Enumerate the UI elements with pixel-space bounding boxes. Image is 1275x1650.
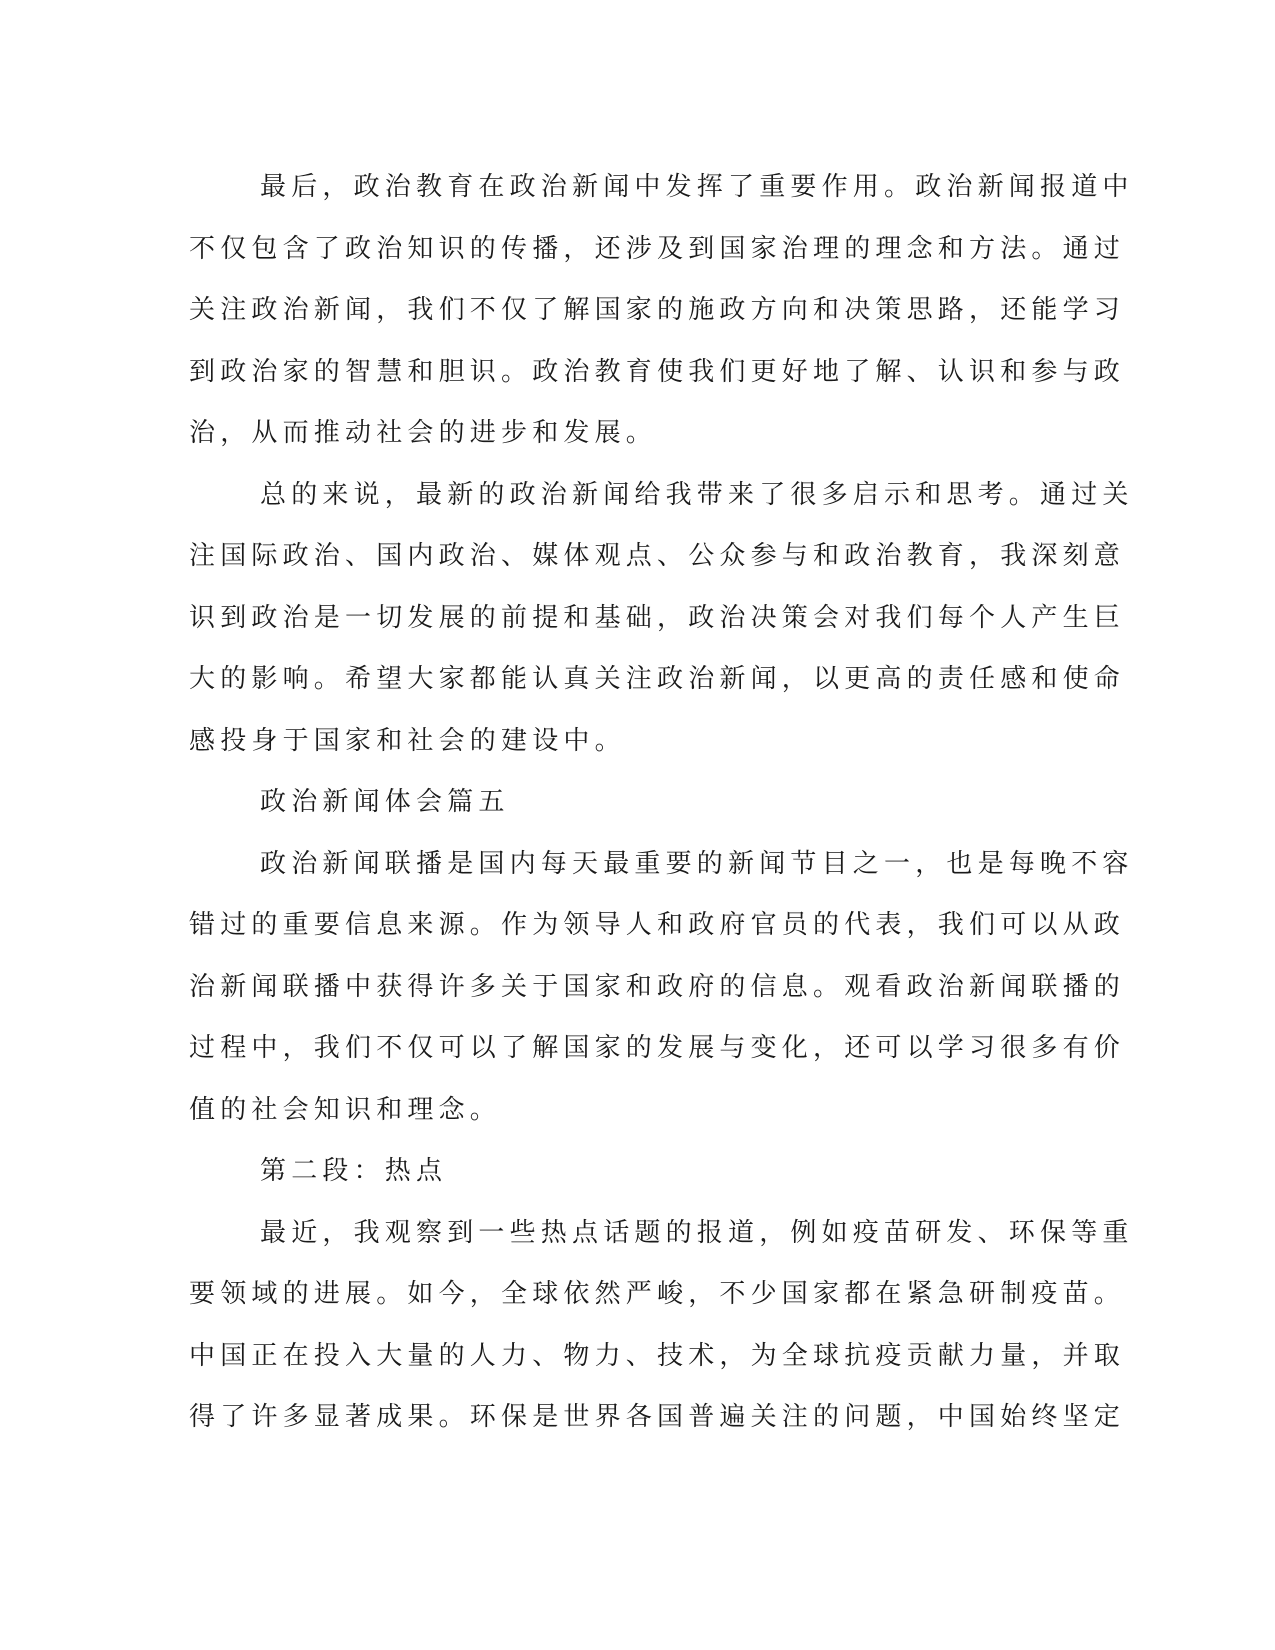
text-line: 感投身于国家和社会的建设中。 <box>189 725 626 756</box>
document-body <box>189 157 1134 1449</box>
text-line: 最近，我观察到一些热点话题的报道，例如疫苗研发、环保等重 <box>260 1217 1134 1248</box>
text-line: 中国正在投入大量的人力、物力、技术，为全球抗疫贡献力量，并取 <box>189 1340 1126 1371</box>
text-line: 大的影响。希望大家都能认真关注政治新闻，以更高的责任感和使命 <box>189 664 1126 694</box>
text-line: 识到政治是一切发展的前提和基础，政治决策会对我们每个人产生巨 <box>189 602 1126 633</box>
text-line: 治新闻联播中获得许多关于国家和政府的信息。观看政治新闻联播的 <box>189 971 1126 1002</box>
text-line: 第二段：热点 <box>260 1156 448 1186</box>
text-line: 得了许多显著成果。环保是世界各国普遍关注的问题，中国始终坚定 <box>189 1402 1126 1432</box>
text-line: 不仅包含了政治知识的传播，还涉及到国家治理的理念和方法。通过 <box>189 233 1126 264</box>
text-line: 政治新闻联播是国内每天最重要的新闻节目之一，也是每晚不容 <box>260 848 1134 879</box>
text-line: 错过的重要信息来源。作为领导人和政府官员的代表，我们可以从政 <box>189 910 1126 940</box>
text-line: 最后，政治教育在政治新闻中发挥了重要作用。政治新闻报道中 <box>260 172 1134 202</box>
text-line: 值的社会知识和理念。 <box>189 1094 502 1125</box>
text-line: 到政治家的智慧和胆识。政治教育使我们更好地了解、认识和参与政 <box>189 356 1126 387</box>
text-line: 总的来说，最新的政治新闻给我带来了很多启示和思考。通过关 <box>260 479 1134 510</box>
text-line: 要领域的进展。如今，全球依然严峻，不少国家都在紧急研制疫苗。 <box>189 1279 1126 1309</box>
text-line: 关注政治新闻，我们不仅了解国家的施政方向和决策思路，还能学习 <box>189 295 1126 325</box>
text-line: 注国际政治、国内政治、媒体观点、公众参与和政治教育，我深刻意 <box>189 541 1126 571</box>
text-line: 政治新闻体会篇五 <box>260 787 510 817</box>
text-line: 过程中，我们不仅可以了解国家的发展与变化，还可以学习很多有价 <box>189 1033 1126 1063</box>
text-line: 治，从而推动社会的进步和发展。 <box>189 418 658 448</box>
